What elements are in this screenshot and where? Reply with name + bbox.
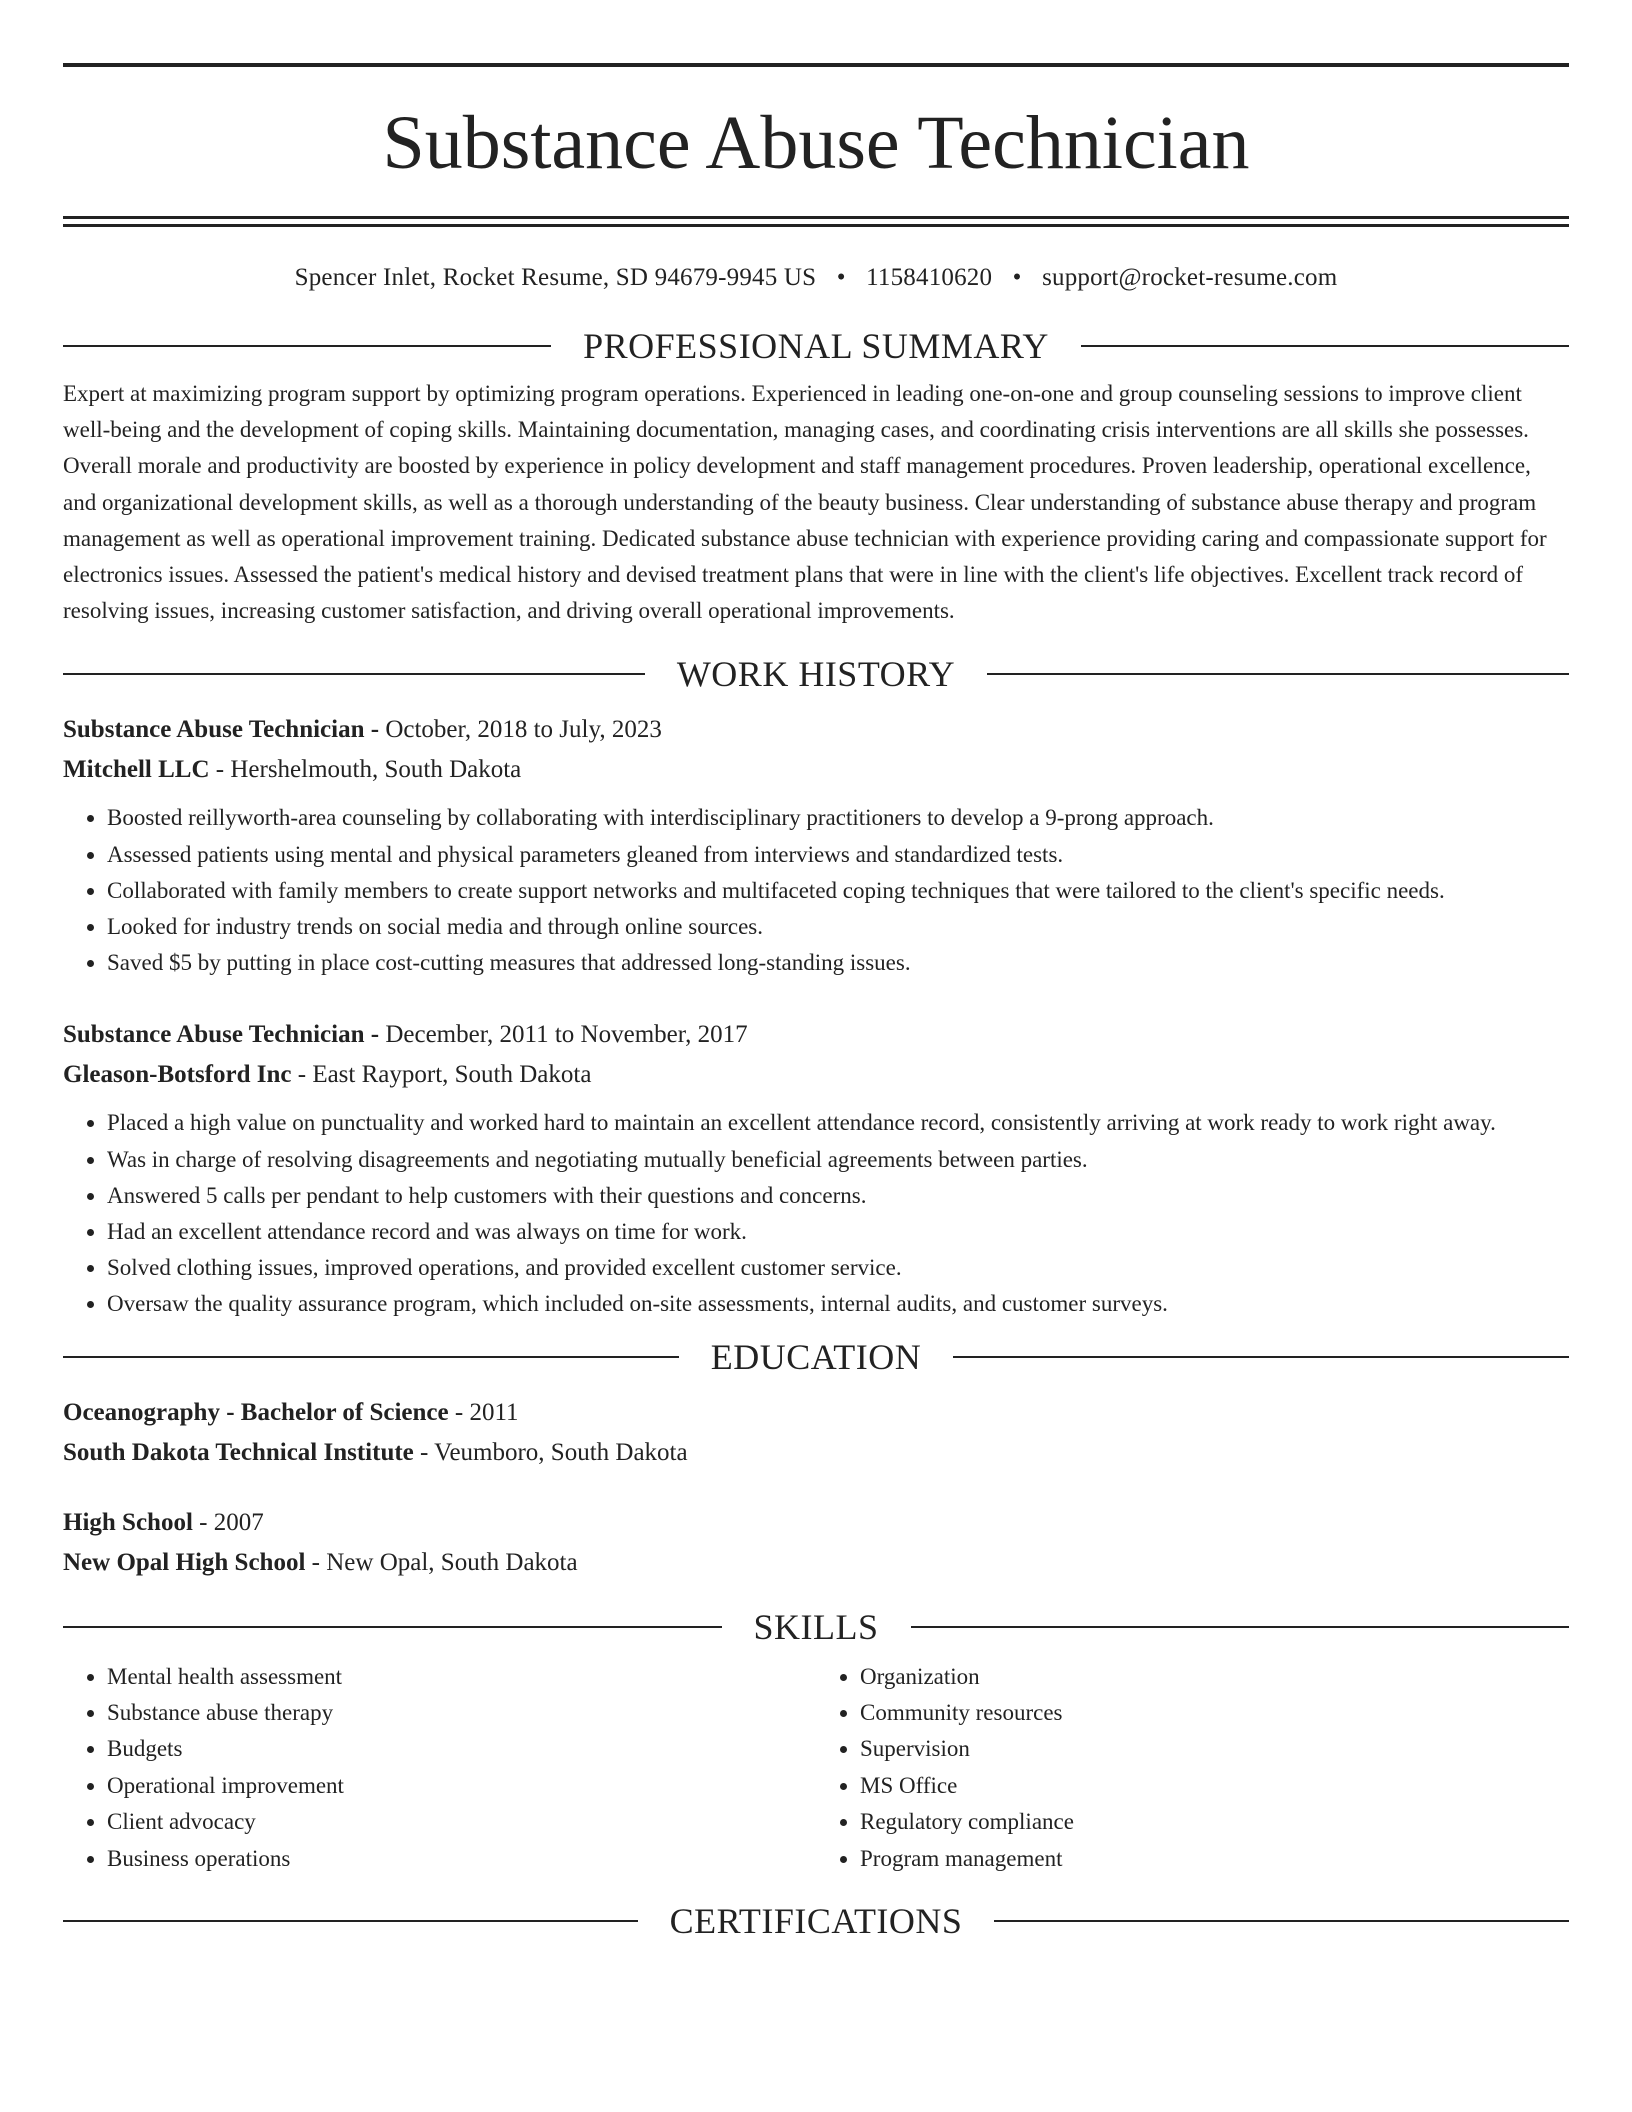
skill-item: • Regulatory compliance: [860, 1804, 1569, 1840]
job-bullet: • Had an excellent attendance record and was always on time for work.: [107, 1214, 1569, 1250]
skill-item: • Budgets: [107, 1731, 816, 1767]
education-entry: [63, 1393, 1569, 1473]
job-bullet: • Oversaw the quality assurance program, which included on-site assessments, internal audits, and customer surveys.: [107, 1286, 1569, 1322]
job-title: Substance Abuse Technician: [63, 1021, 365, 1049]
job-bullet: • Answered 5 calls per pendant to help customers with their questions and concerns.: [107, 1178, 1569, 1214]
job-company: Mitchell LLC: [63, 756, 210, 784]
skill-item: • MS Office: [860, 1768, 1569, 1804]
skill-item: • Business operations: [107, 1841, 816, 1877]
job-company: Gleason-Botsford Inc: [63, 1061, 292, 1089]
heading-rule-right: [953, 1356, 1569, 1358]
heading-rule-left: [63, 1920, 638, 1922]
contact-email: support@rocket-resume.com: [1042, 264, 1338, 291]
education-entry: [63, 1503, 1569, 1583]
heading-rule-right: [911, 1626, 1570, 1628]
skill-item: • Mental health assessment: [107, 1659, 816, 1695]
section-heading-label: CERTIFICATIONS: [669, 1901, 963, 1942]
job-bullet: • Collaborated with family members to create support networks and multifaceted coping techniques that were tailored to the client's specific needs.: [107, 873, 1569, 909]
heading-rule-right: [1081, 345, 1569, 347]
education-degree: High School: [63, 1508, 193, 1536]
education-year: 2007: [213, 1508, 264, 1536]
contact-line: [63, 262, 1569, 294]
section-heading-label: SKILLS: [753, 1606, 879, 1647]
section-heading-education: [63, 1335, 1569, 1379]
contact-separator: •: [1012, 264, 1022, 291]
section-heading-label: EDUCATION: [710, 1336, 922, 1377]
section-heading-summary: [63, 324, 1569, 368]
education-location: New Opal, South Dakota: [326, 1548, 578, 1576]
skill-item: • Organization: [860, 1659, 1569, 1695]
skill-item: • Supervision: [860, 1731, 1569, 1767]
heading-rule-right: [987, 673, 1569, 675]
education-degree-line: High School - 2007: [63, 1508, 264, 1536]
job-location: East Rayport, South Dakota: [312, 1061, 592, 1089]
section-heading-work: [63, 652, 1569, 696]
skill-item: • Program management: [860, 1841, 1569, 1877]
skill-item: • Client advocacy: [107, 1804, 816, 1840]
job-entry: [63, 1015, 1569, 1322]
resume-page: [63, 0, 1569, 1943]
skill-item: • Substance abuse therapy: [107, 1695, 816, 1731]
education-school-line: New Opal High School - New Opal, South Dakota: [63, 1548, 578, 1576]
contact-separator: •: [836, 264, 846, 291]
education-school: South Dakota Technical Institute: [63, 1438, 414, 1466]
contact-phone: 1158410620: [866, 264, 993, 291]
job-title: Substance Abuse Technician: [63, 716, 365, 744]
heading-rule-right: [994, 1920, 1569, 1922]
job-dates: October, 2018 to July, 2023: [385, 716, 662, 744]
job-bullet: • Saved $5 by putting in place cost-cutting measures that addressed long-standing issues.: [107, 945, 1569, 981]
job-bullet-list: [63, 1105, 1569, 1322]
education-degree: Oceanography - Bachelor of Science: [63, 1398, 449, 1426]
skills-columns: [63, 1659, 1569, 1877]
education-location: Veumboro, South Dakota: [434, 1438, 688, 1466]
skills-list-right: [816, 1659, 1569, 1877]
heading-rule-left: [63, 1356, 679, 1358]
section-heading-skills: [63, 1605, 1569, 1649]
heading-rule-left: [63, 673, 645, 675]
heading-rule-left: [63, 345, 551, 347]
job-bullet: • Assessed patients using mental and physical parameters gleaned from interviews and standardized tests.: [107, 837, 1569, 873]
education-school: New Opal High School: [63, 1548, 306, 1576]
summary-paragraph: Expert at maximizing program support by optimizing program operations. Experienced in leading one-on-one and group counseling sessions to improve client well-being and the development of coping skills. Maintaining documentation, managing cases, and coordinating crisis interventions are all skills she possesses. Overall morale and productivity are boosted by experience in policy development and staff management procedures. Proven leadership, operational excellence, and organizational development skills, as well as a thorough understanding of the beauty business. Clear understanding of substance abuse therapy and program management as well as operational improvement training. Dedicated substance abuse technician with experience providing caring and compassionate support for electronics issues. Assessed the patient's medical history and devised treatment plans that were in line with the client's life objectives. Excellent track record of resolving issues, increasing customer satisfaction, and driving overall operational improvements.: [63, 381, 1547, 624]
job-bullet: • Solved clothing issues, improved operations, and provided excellent customer service.: [107, 1250, 1569, 1286]
job-title-line: Substance Abuse Technician - December, 2011 to November, 2017: [63, 1021, 748, 1049]
resume-title: Substance Abuse Technician: [382, 101, 1250, 185]
title-double-rule: [63, 216, 1569, 227]
job-company-line: Mitchell LLC - Hershelmouth, South Dakota: [63, 756, 522, 784]
education-school-line: South Dakota Technical Institute - Veumboro, South Dakota: [63, 1438, 688, 1466]
section-heading-label: WORK HISTORY: [676, 654, 956, 695]
section-heading-certifications: [63, 1899, 1569, 1943]
job-entry: [63, 710, 1569, 981]
job-dates: December, 2011 to November, 2017: [385, 1021, 748, 1049]
skill-item: • Operational improvement: [107, 1768, 816, 1804]
heading-rule-left: [63, 1626, 722, 1628]
job-bullet: • Placed a high value on punctuality and worked hard to maintain an excellent attendance record, consistently arriving at work ready to work right away.: [107, 1105, 1569, 1141]
top-rule: [63, 63, 1569, 67]
job-bullet: • Looked for industry trends on social media and through online sources.: [107, 909, 1569, 945]
skills-list-left: [63, 1659, 816, 1877]
job-location: Hershelmouth, South Dakota: [230, 756, 522, 784]
skill-item: • Community resources: [860, 1695, 1569, 1731]
job-bullet: • Boosted reillyworth-area counseling by collaborating with interdisciplinary practitioners to develop a 9-prong approach.: [107, 800, 1569, 836]
contact-address: Spencer Inlet, Rocket Resume, SD 94679-9945 US: [294, 264, 817, 291]
education-year: 2011: [469, 1398, 519, 1426]
job-title-line: Substance Abuse Technician - October, 2018 to July, 2023: [63, 716, 662, 744]
section-heading-label: PROFESSIONAL SUMMARY: [583, 326, 1049, 366]
education-degree-line: Oceanography - Bachelor of Science - 2011: [63, 1398, 519, 1426]
job-company-line: Gleason-Botsford Inc - East Rayport, South Dakota: [63, 1061, 592, 1089]
job-bullet: • Was in charge of resolving disagreements and negotiating mutually beneficial agreements between parties.: [107, 1142, 1569, 1178]
job-bullet-list: [63, 800, 1569, 981]
